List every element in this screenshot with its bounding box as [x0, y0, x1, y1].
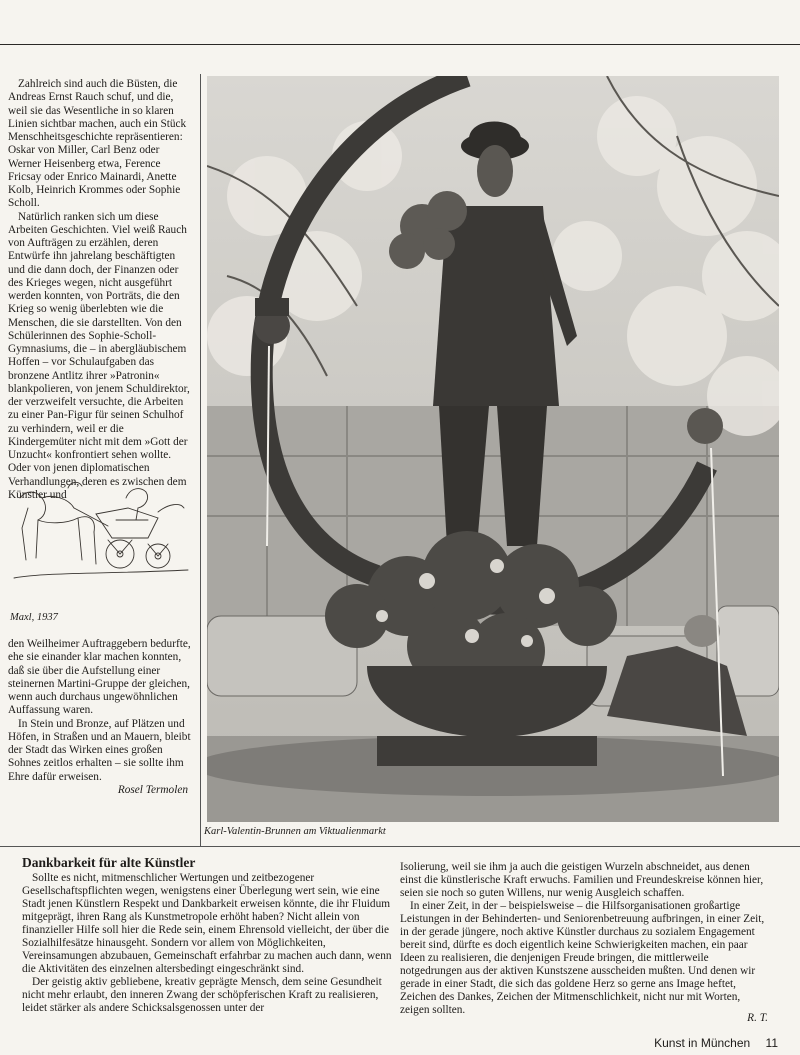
- box-top-rule: [0, 846, 800, 847]
- left-column-top-text: [8, 78, 194, 502]
- photo-illustration: [207, 76, 779, 822]
- paragraph: Sollte es nicht, mitmenschlicher Wertungen und zeitbezogener Gesellschaftspflichten wegen, wenigstens einer Überlegung wert sein, wie eine Stadt jenen Künstlern Respekt und Dankbarkeit erweisen könnte, die ihr Fluidum mitgeprägt, ihren Rang als Kunstmetropole erhöht haben? Nicht allein von finanzieller Hilfe soll hier die Rede sein, einem Ehrensold vielleicht, der über die Sozialhilfesätze hinausgeht. Sondern vor allem von Möglichkeiten, Vereinsamungen abzubauen, Gemeinschaft erfahrbar zu machen auch dann, wenn die Aktivitäten des einzelnen altersbedingt eingeschränkt sind.: [22, 872, 392, 975]
- box-column-1: [22, 872, 394, 1015]
- box-signature: R. T.: [747, 1012, 768, 1024]
- page-footer: [642, 1036, 778, 1050]
- fountain-photo: [207, 76, 779, 822]
- maxl-sketch-drawing: [8, 468, 194, 598]
- box-column-2: [400, 861, 772, 1017]
- photo-caption: Karl-Valentin-Brunnen am Viktualienmarkt: [204, 826, 386, 837]
- paragraph: Zahlreich sind auch die Büsten, die Andreas Ernst Rauch schuf, und die, weil sie das Wesentliche in so klaren Linien sichtbar machen, auch ein Stück Menschheitsgeschichte repräsentieren: Oskar von Miller, Carl Benz oder Werner Heisenberg etwa, Ference Fricsay oder Enrico Mainardi, Anette Kolb, Heinrich Krommes oder Sophie Scholl.: [8, 78, 187, 210]
- top-rule: [0, 44, 800, 45]
- paragraph: Isolierung, weil sie ihm ja auch die geistigen Wurzeln abschneidet, aus denen einst die künstlerische Kraft erwuchs. Familien und Freundeskreise können hier, seien sie noch so guten Willens, nur wenig Ausgleich schaffen.: [400, 861, 764, 899]
- left-column-bottom-text: [8, 638, 194, 784]
- paragraph: In einer Zeit, in der – beispielsweise – die Hilfsorganisationen großartige Leistungen in der Behinderten- und Seniorenbetreuung aufbringen, in einer Zeit, in der gerade jüngere, noch aktive Künstler durchaus zu sozialem Engagement bereit sind, dürfte es doch eigentlich keine Schwierigkeiten machen, ein paar Ideen zu realisieren, die denjenigen Freude bringen, die mittlerweile notgedrungen aus der aktiven Kunstszene ausscheiden mußten. Und denen wir gerade in einer Stadt, die sich das goldene Herz so gerne ans Image heftet, Zeichen des Dankes, Zeichen der Mitmenschlichkeit, nicht nur mit Worten, zeigen sollten.: [400, 900, 765, 1016]
- paragraph: In Stein und Bronze, auf Plätzen und Höfen, in Straßen und an Mauern, bleibt der Stadt das Wirken eines großen Sohnes zeitlos erhalten – sie sollte ihm Ehre dafür erweisen.: [8, 717, 191, 783]
- footer-section: Kunst in München: [654, 1036, 751, 1050]
- box-title: Dankbarkeit für alte Künstler: [22, 855, 196, 870]
- paragraph: Der geistig aktiv gebliebene, kreativ geprägte Mensch, dem seine Gesundheit nicht mehr erlaubt, den inneren Zwang der schöpferischen Kraft zu realisieren, leidet stärker als andere Schicksalsgenossen unter der: [22, 976, 382, 1014]
- author-signature: Rosel Termolen: [117, 784, 188, 796]
- paragraph: Natürlich ranken sich um diese Arbeiten Geschichten. Viel weiß Rauch von Aufträgen zu erzählen, deren Entwürfe ihn jahrelang beschäftigten und die dann doch, der Finanzen oder des Krieges wegen, nicht ausgeführt werden konnten, von Porträts, die den Krieg so wenig überlebten wie die Menschen, die sie darstellten. Von den Schülerinnen des Sophie-Scholl-Gymnasiums, die – in abergläubischem Hoffen – vor Schulaufgaben das bronzene Antlitz ihrer »Patronin« blankpolieren, von jenem Schuldirektor, der verzweifelt versuchte, die Arbeiten zu einer Pan-Figur für seinen Schulhof zu verhindern, weil er die Kindergemüter nicht mit dem »Gott der Unzucht« konfrontiert sehen wollte. Oder von jenen diplomatischen Verhandlungen, deren es zwischen dem Künstler und: [8, 210, 190, 501]
- page-number: 11: [765, 1036, 778, 1050]
- column-divider: [200, 74, 201, 846]
- paragraph: den Weilheimer Auftraggebern bedurfte, ehe sie einander klar machen konnten, daß sie über die Aufstellung einer steinernen Martini-Gruppe der gleichen, wenn auch durchaus ungewöhnlichen Auffassung waren.: [8, 638, 191, 717]
- sketch-caption: Maxl, 1937: [10, 612, 58, 623]
